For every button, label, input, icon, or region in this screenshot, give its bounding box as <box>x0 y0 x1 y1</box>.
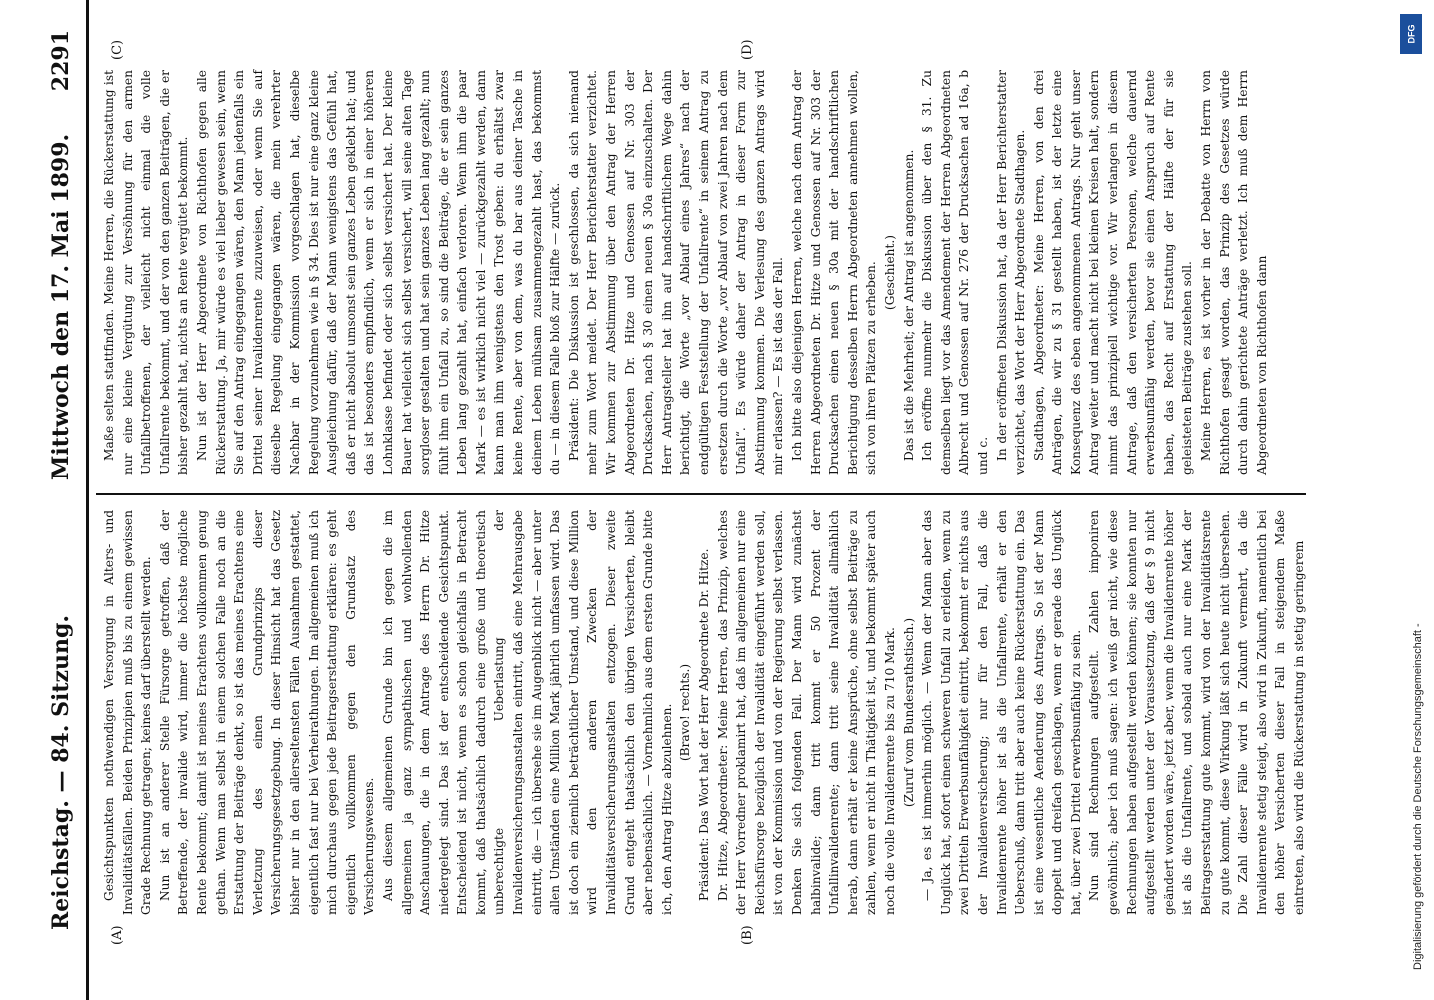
margin-mark-a: (A) <box>110 925 125 945</box>
header-session: Reichstag. — 84. Sitzung. <box>48 614 74 930</box>
paragraph: Nun ist der Herr Abgeordnete von Richthofen gegen alle Rückerstattung. Ja, mir würde es viel lieber gewesen sein, wenn Sie auf den Antrag eingegangen wären, den Mann jedenfalls ein Drittel seiner Invalidenrente zuzuweisen, oder wenn Sie auf dieselbe Regelung eingegangen wären, die mein verehrter Nachbar in der Kommission vorgeschlagen hat, dieselbe Regelung vorzunehmen wie in § 34. Dies ist nur eine ganz kleine Ausgleichung dafür, daß der Mann wenigstens das Gefühl hat, daß er nicht absolut umsonst sein ganzes Leben geklebt hat; und das ist besonders empfindlich, wenn er sich in einer höheren Lohnklasse befindet oder sich selbst versichert hat. Der kleine Bauer hat vielleicht sich selbst versichert, will seine alten Tage sorgloser gestalten und hat sein ganzes Leben lang gezahlt; nun fühlt ihm ein Unfall zu, so sind die Beiträge, die er sein ganzes Leben lang gezahlt hat, einfach verloren. Wenn ihm die paar Mark — es ist wirklich nicht viel — zurückgezahlt werden, dann kann man ihm wenigstens den Trost geben: du erhältst zwar keine Rente, aber von dem, was du bar aus deiner Tasche in deinem Leben mühsam zusammengezahlt hast, das bekommst du — in diesem Falle bloß zur Hälfte — zurück. <box>194 70 563 475</box>
paragraph: Stadthagen, Abgeordneter: Meine Herren, von den drei Anträgen, die wir zu § 31 gestellt haben, ist der letzte eine Konsequenz des eben angenommenen Antrags. Nur geht unser Antrag weiter und macht nicht bei kleinen Kreisen halt, sondern nimmt das prinzipiell wichtige vor. Wir verlangen in diesem Antrage, daß den versicherten Personen, welche dauernd erwerbsunfähig werden, bevor sie einen Anspruch auf Rente haben, das Recht auf Erstattung der Hälfte der für sie geleisteten Beiträge zustehen soll. <box>1031 70 1195 475</box>
interjection: (Zuruf vom Bundesrathstisch.) <box>901 617 916 808</box>
paragraph: Dr. Hitze, Abgeordneter: Meine Herren, das Prinzip, welches der Herr Vorredner proklamirt hat, daß im allgemeinen nur eine Reichsfürsorge bezüglich der Invalidität eingeführt werden soll, ist von der Kommission und von der Regierung selbst verlassen. Denken Sie sich folgenden Fall. Der Mann wird zunächst halbinvalide; dann tritt kommt er 50 Prozent der Unfallinvalidenrente; dann tritt seine Invalidität allmählich herab, dann erhält er keine Ansprüche, ohne selbst Beiträge zu zahlen, wenn er nicht in Thätigkeit ist, und bekommt später auch noch die volle Invalidenrente bis zu 710 Mark. <box>715 509 897 915</box>
header-date: Mittwoch den 17. Mai 1899. <box>48 133 74 480</box>
margin-mark-b: (B) <box>740 925 755 945</box>
right-column <box>100 70 1280 475</box>
margin-mark-c: (C) <box>110 39 125 60</box>
paragraph: Maße selten stattfinden. Meine Herren, die Rückerstattung ist nur eine kleine Vergütung zur Versöhnung für den armen Unfallbetroffenen, der vielleicht nicht einmal die volle Unfallrente bekommt, und der von den ganzen Beiträgen, die er bisher gezahlt hat, nichts an Rente vergütet bekommt. <box>102 70 191 475</box>
credit-text: Digitalisierung gefördert durch die Deutsche Forschungsgemeinschaft - <box>1412 623 1424 970</box>
paragraph: Nun sind Rechnungen aufgestellt. Zahlen imponiren gewöhnlich; aber ich muß sagen: ich weiß gar nicht, wie diese Rechnungen haben aufgestellt werden können; sie konnten nur aufgestellt werden unter der Voraussetzung, daß der § 9 nicht geändert worden wäre, jetzt aber, wenn die Invalidenrente höher ist als die Unfallrente, und sobald auch nur eine Mark der Beitragserstattung gute kommt, wird von der Invaliditätsrente zu gute kommt, diese Wirkung läßt sich heute nicht übersehen. Die Zahl dieser Fälle wird in Zukunft vermehrt, da die Invalidenrente stetig steigt, also wird in Zukunft, namentlich bei den höher Versicherten dieser Fall in steigendem Maße eintreten, also wird die Rückerstattung in stetig geringerem <box>1087 510 1306 915</box>
page-header <box>36 0 89 1000</box>
digitization-credit <box>1398 10 1428 990</box>
interjection: (Geschieht.) <box>882 234 897 311</box>
paragraph: Nun ist an anderer Stelle Fürsorge getroffen, daß der Betreffende, der invalide wird, immer die höchste mögliche Rente bekommt; damit ist meines Erachtens vollkommen genug gethan. Wenn man selbst in einem solchen Falle noch an die Erstattung der Beiträge denkt, so ist das meines Erachtens eine Verletzung des einen Grundprinzips dieser Versicherungsgesetzgebung. In dieser Hinsicht hat das Gesetz bisher nur in den allerseltensten Fällen Ausnahmen gestattet, eigentlich fast nur bei Verheirathungen. Im allgemeinen muß ich mich durchaus gegen jede Beitragserstattung erklären: es geht eigentlich vollkommen gegen den Grundsatz des Versicherungswesens. <box>157 510 377 915</box>
margin-mark-d: (D) <box>740 39 755 60</box>
paragraph: Ich bitte also diejenigen Herren, welche nach dem Antrag der Herren Abgeordneten Dr. Hitze und Genossen auf Nr. 303 der Drucksachen einen neuen § 30a mit der handschriftlichen Berichtigung desselben Herrn Abgeordneten annehmen wollen, sich von ihren Plätzen zu erheben. <box>789 70 879 475</box>
paragraph: Meine Herren, es ist vorher in der Debatte von Herrn von Richthofen gesagt worden, das Prinzip des Gesetzes würde durch dahin gerichtete Anträge verletzt. Ich muß dem Herrn Abgeordneten von Richthofen dann <box>1199 70 1269 475</box>
paragraph: In der eröffneten Diskussion hat, da der Herr Berichterstatter verzichtet, das Wort der Herr Abgeordnete Stadthagen. <box>994 70 1028 475</box>
paragraph: Präsident: Das Wort hat der Herr Abgeordnete Dr. Hitze. <box>697 548 711 901</box>
dfg-logo: DFG <box>1400 14 1422 54</box>
paragraph: Ich eröffne nunmehr die Diskussion über den § 31. Zu demselben liegt vor das Amendement der Herren Abgeordneten Albrecht und Genossen auf Nr. 276 der Drucksachen ad 16a, b und c. <box>920 70 990 475</box>
paragraph: Gesichtspunkten nothwendigen Versorgung in Alters- und Invaliditätsfällen. Beiden Prinzipien muß bis zu einem gewissen Grade Rechnung getragen; keines darf überstellt werden. <box>102 510 154 915</box>
paragraph: Präsident: Die Diskussion ist geschlossen, da sich niemand mehr zum Wort meldet. Der Herr Berichterstatter verzichtet. Wir kommen zur Abstimmung über den Antrag der Herren Abgeordneten Dr. Hitze und Genossen auf Nr. 303 der Drucksachen, nach § 30 einen neuen § 30a einzuschalten. Der Herr Antragsteller hat ihn auf handschriftlichem Wege dahin berichtigt, die Worte „vor Ablauf eines Jahres“ nach der endgültigen Feststellung der Unfallrente“ in seinem Antrag zu ersetzen durch die Worte „vor Ablauf von zwei Jahren nach dem Unfall“. Es würde daher der Antrag in dieser Form zur Abstimmung kommen. Die Verlesung des ganzen Antrags wird mir erlassen? — Es ist das der Fall. <box>566 70 786 475</box>
paragraph: — Ja, es ist immerhin möglich. — Wenn der Mann aber das Unglück hat, sofort einen schweren Unfall zu erleiden, wenn zu zwei Dritteln Erwerbsunfähigkeit eintritt, bekommt er nichts aus der Invalidenversicherung; nur für den Fall, daß die Invalidenrente höher ist als die Unfallrente, erhält er den Ueberschuß, dann tritt aber auch keine Rückerstattung ein. Das ist eine wesentliche Aenderung des Antrags. So ist der Mann doppelt und dreifach geschlagen, wenn er gerade das Unglück hat, über zwei Drittel erwerbsunfähig zu sein. <box>920 510 1083 915</box>
left-column <box>100 509 1306 915</box>
column-divider <box>96 493 1306 495</box>
paragraph: Das ist die Mehrheit; der Antrag ist angenommen. <box>901 149 916 461</box>
interjection: (Bravo! rechts.) <box>678 663 693 762</box>
page-number: 2291 <box>48 30 74 92</box>
paragraph: Aus diesem allgemeinen Grunde bin ich gegen die im allgemeinen ja ganz sympathischen und wohlwollenden Anschauungen, die in dem Antrage des Herrn Dr. Hitze niedergelegt sind. Das ist der entscheidende Gesichtspunkt. Entscheidend ist nicht, wenn es schon gleichfalls in Betracht kommt, daß thatsächlich dadurch eine große und theoretisch unberechtigte Ueberlastung der Invalidenversicherungsanstalten eintritt, daß eine Mehrausgabe eintritt, die — ich übersehe sie im Augenblick nicht — aber unter allen Umständen eine Million Mark jährlich umfassen wird. Das ist doch ein ziemlich beträchtlicher Umstand, und diese Million wird den anderen Zwecken der Invaliditätsversicherungsanstalten entzogen. Dieser zweite Grund entgeht thatsächlich den übrigen Versicherten, bleibt aber nebensächlich. — Vornehmlich aus dem ersten Grunde bitte ich, den Antrag Hitze abzulehnen. <box>380 510 674 915</box>
